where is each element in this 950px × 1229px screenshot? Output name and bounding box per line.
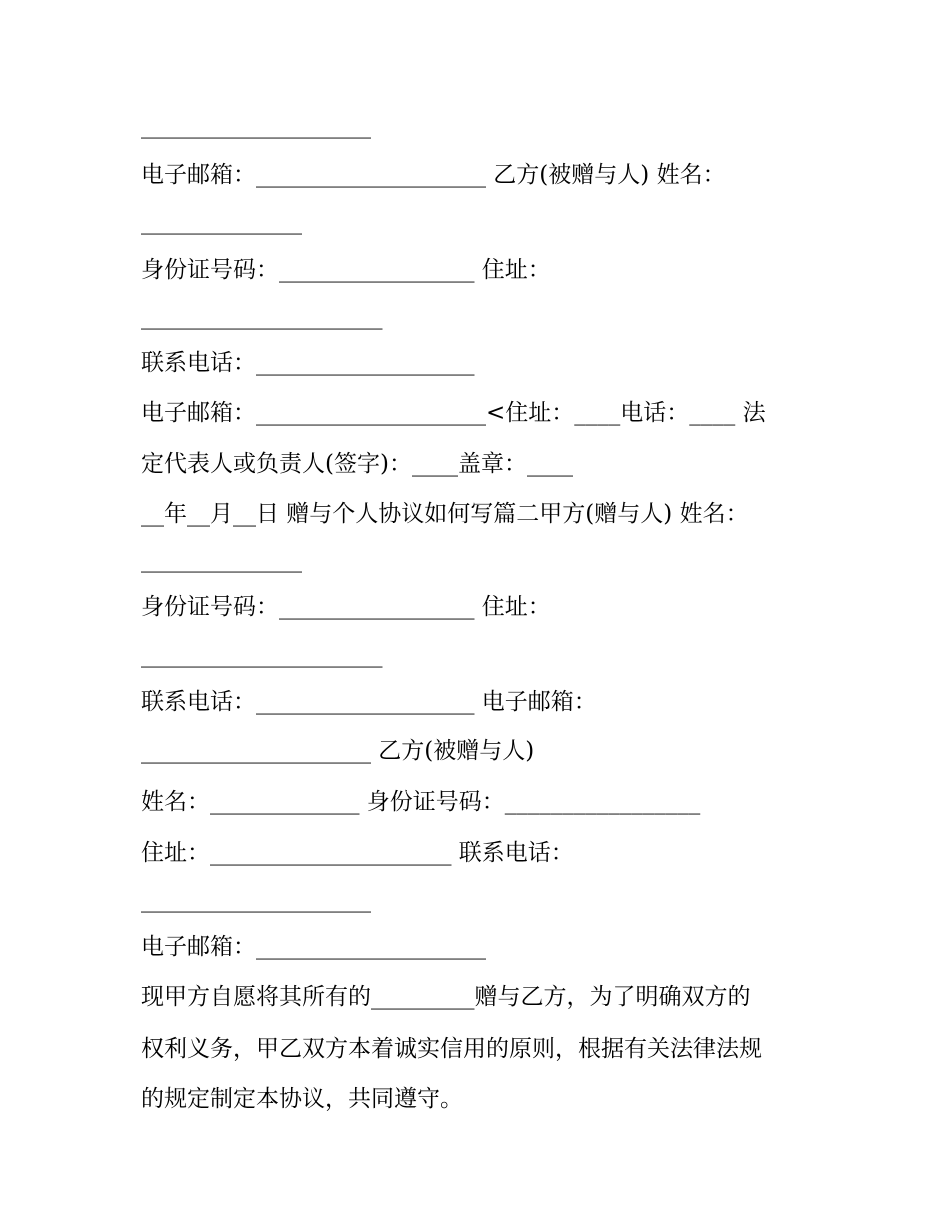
- text-line: _____________________: [141, 304, 383, 330]
- text-line: 电子邮箱：____________________ 乙方(被赠与人) 姓名：: [141, 162, 726, 188]
- text-line: 联系电话：___________________: [141, 350, 475, 376]
- text-line: 身份证号码：_________________ 住址：: [141, 257, 551, 283]
- text-line: __年__月__日 赠与个人协议如何写篇二甲方(赠与人) 姓名：: [141, 501, 749, 527]
- text-line: ____________________: [141, 887, 371, 913]
- paragraph-line: 现甲方自愿将其所有的_________赠与乙方，为了明确双方的: [141, 984, 751, 1010]
- text-line: ____________________: [141, 113, 371, 139]
- text-line: 姓名：_____________ 身份证号码：_________________: [141, 789, 701, 815]
- paragraph-line: 的规定制定本协议，共同遵守。: [141, 1086, 463, 1112]
- text-line: 定代表人或负责人(签字)：____盖章：____: [141, 451, 573, 477]
- text-line: 电子邮箱：____________________<住址：____电话：____ 法: [141, 400, 766, 426]
- text-line: 身份证号码：_________________ 住址：: [141, 594, 551, 620]
- text-line: ______________: [141, 209, 302, 235]
- text-line: ______________: [141, 547, 302, 573]
- paragraph-line: 权利义务，甲乙双方本着诚实信用的原则，根据有关法律法规: [141, 1036, 762, 1062]
- text-line: 住址：_____________________ 联系电话：: [141, 840, 574, 866]
- text-line: ____________________ 乙方(被赠与人): [141, 738, 535, 764]
- text-line: 联系电话：___________________ 电子邮箱：: [141, 689, 597, 715]
- text-line: _____________________: [141, 642, 383, 668]
- text-line: 电子邮箱：____________________: [141, 934, 486, 960]
